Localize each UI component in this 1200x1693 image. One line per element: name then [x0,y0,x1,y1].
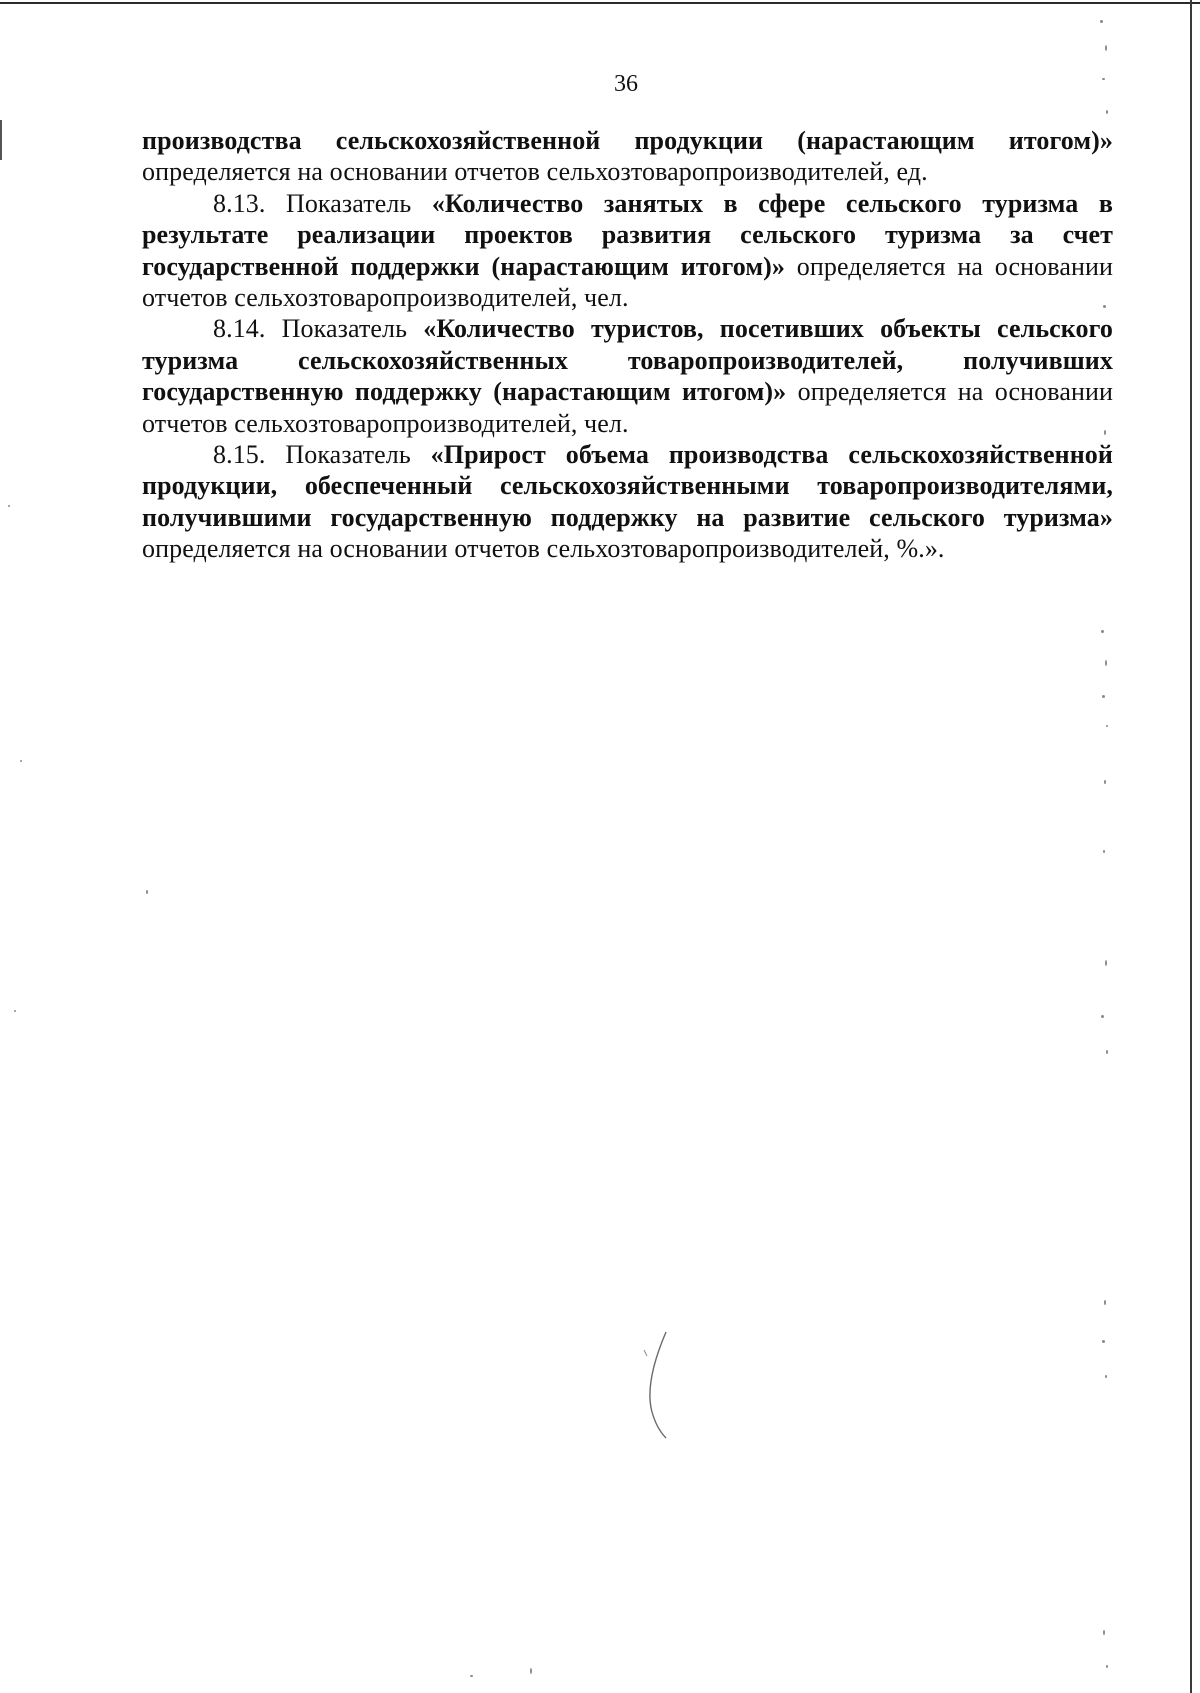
scan-edge-left [0,120,2,160]
scan-speck [1102,695,1105,698]
scan-speck [1106,110,1108,114]
scan-edge-top [0,2,1200,4]
paragraph-rest: определяется на основании отчетов сельхозтоваропроизводителей, ед. [142,157,928,187]
scan-speck [1105,960,1107,966]
scan-speck [20,760,22,762]
paragraph-rest: определяется на основании отчетов сельхозтоваропроизводителей, чел. [142,377,1113,438]
scan-speck [1105,660,1107,666]
paragraph-rest: определяется на основании отчетов сельхозтоваропроизводителей, %.». [142,534,945,564]
indicator-name: «Количество туристов, посетивших объекты сельского туризма сельскохозяйственных товаропроизводителей, получивших государственную поддержку (нарастающим итогом)» [142,314,1113,407]
paragraph-prefix: 8.15. Показатель [213,440,431,470]
page-number: 36 [614,71,638,97]
paragraph-rest: определяется на основании отчетов сельхозтоваропроизводителей, чел. [142,251,1113,313]
signature-stroke [640,1330,680,1440]
scan-speck [1104,430,1106,435]
scan-speck [14,1010,16,1012]
scan-speck [1103,305,1106,308]
paragraph-8-14 [142,313,1113,439]
scan-speck [1106,1050,1108,1054]
scan-edge-right [1190,0,1192,1693]
indicator-name: «Прирост объема производства сельскохозяйственной продукции, обеспеченный сельскохозяйственными товаропроизводителями, получившими государственную поддержку на развитие сельского туризма» [142,440,1113,532]
scan-speck [1104,780,1106,784]
scan-speck [1106,725,1108,727]
paragraph-prefix: 8.13. Показатель [213,188,432,218]
scan-speck [1103,850,1105,853]
indicator-name: производства сельскохозяйственной продукции (нарастающим итогом)» [142,126,1113,155]
scan-speck [1104,1300,1106,1305]
scan-speck [1106,1665,1108,1668]
paragraph-continuation [142,125,1113,188]
indicator-name: «Количество занятых в сфере сельского туризма в результате реализации проектов развития сельского туризма за счет государственной поддержки (нарастающим итогом)» [142,188,1113,281]
scan-speck [8,505,10,507]
scan-speck [1105,1375,1107,1378]
document-body [142,125,1113,565]
scan-speck [1102,1340,1105,1343]
scan-speck [1101,630,1104,633]
scan-speck [530,1668,532,1674]
scan-speck [1105,45,1107,51]
scan-speck [1103,1630,1105,1635]
scan-speck [470,1675,473,1677]
scan-speck [1100,20,1103,23]
paragraph-8-13 [142,188,1113,314]
scan-speck [146,890,148,894]
paragraph-prefix: 8.14. Показатель [213,314,424,344]
scan-speck [1101,1015,1104,1018]
paragraph-8-15 [142,439,1113,565]
scan-speck [1102,78,1105,80]
